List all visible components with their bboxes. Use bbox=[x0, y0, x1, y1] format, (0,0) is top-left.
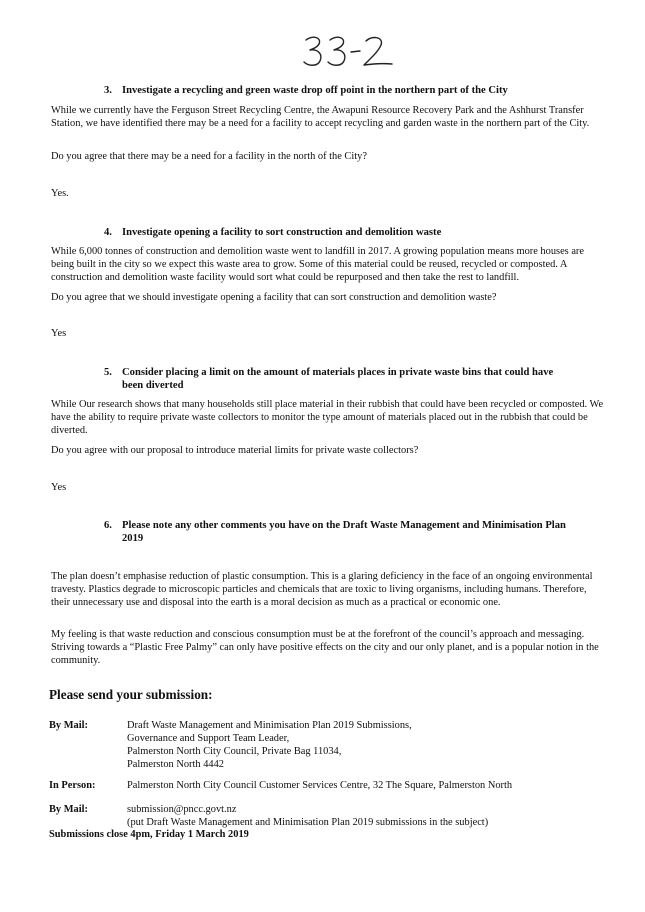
in-person-address: Palmerston North City Council Customer Services Centre, 32 The Square, Palmerston North bbox=[127, 780, 513, 791]
section-3-question: Do you agree that there may be a need for a facility in the north of the City? bbox=[51, 151, 367, 162]
submission-deadline: Submissions close 4pm, Friday 1 March 2019 bbox=[49, 829, 249, 840]
submission-title: Please send your submission: bbox=[49, 687, 213, 702]
section-5-paragraph: While Our research shows that many households still place material in their rubbish that could have been recycled or composted. We have the ability to require private waste collectors to monitor the type amount of materials placed out in the rubbish that could be diverted. bbox=[51, 399, 604, 436]
section-4-question: Do you agree that we should investigate opening a facility that can sort construction and demolition waste? bbox=[51, 292, 497, 303]
section-5-heading: 5. Consider placing a limit on the amount of materials places in private waste bins that could have been diverted bbox=[104, 367, 554, 391]
section-6-comment-1: The plan doesn’t emphasise reduction of plastic consumption. This is a glaring deficiency in the face of an ongoing environmental travesty. Plastics degrade to microscopic particles and chemicals that are toxic to living organisms, including humans. Therefore, their unnecessary use and disposal into the earth is a moral decision as much as a practical or economic one. bbox=[51, 571, 593, 608]
email-address[interactable]: submission@pncc.govt.nz bbox=[127, 804, 237, 815]
email-label: By Mail: bbox=[49, 804, 88, 815]
email-note: (put Draft Waste Management and Minimisation Plan 2019 submissions in the subject) bbox=[127, 817, 489, 828]
mail-label: By Mail: bbox=[49, 720, 88, 731]
section-6-heading: 6. Please note any other comments you have on the Draft Waste Management and Minimisation Plan 2019 bbox=[104, 520, 566, 544]
section-4-answer: Yes bbox=[51, 328, 67, 339]
section-3-paragraph: While we currently have the Ferguson Street Recycling Centre, the Awapuni Resource Recovery Park and the Ashhurst Transfer Station, we have identified there may be a need for a facility to accept recycling and garden waste in the northern part of the City. bbox=[51, 105, 590, 129]
handwritten-page-number bbox=[300, 32, 400, 72]
section-6-comment-2: My feeling is that waste reduction and conscious consumption must be at the forefront of the council’s approach and messaging. Striving towards a “Plastic Free Palmy” can only have positive effects on the city and our only planet, and is a popular notion in the community. bbox=[51, 629, 599, 666]
in-person-label: In Person: bbox=[49, 780, 96, 791]
section-3-answer: Yes. bbox=[51, 188, 69, 199]
section-5-answer: Yes bbox=[51, 482, 67, 493]
mail-address: Draft Waste Management and Minimisation Plan 2019 Submissions, Governance and Support Team Leader, Palmerston North City Council, Private Bag 11034, Palmerston North 4442 bbox=[127, 720, 412, 770]
section-4-paragraph: While 6,000 tonnes of construction and demolition waste went to landfill in 2017. A growing population means more houses are being built in the city so we expect this waste area to grow. Some of this material could be reused, recycled or composted. A construction and demolition waste facility would sort what could be repurposed and then take the rest to landfill. bbox=[51, 246, 585, 283]
section-5-question: Do you agree with our proposal to introduce material limits for private waste collectors? bbox=[51, 445, 419, 456]
section-3-heading: 3. Investigate a recycling and green waste drop off point in the northern part of the City bbox=[104, 85, 508, 96]
section-4-heading: 4. Investigate opening a facility to sort construction and demolition waste bbox=[104, 227, 442, 238]
